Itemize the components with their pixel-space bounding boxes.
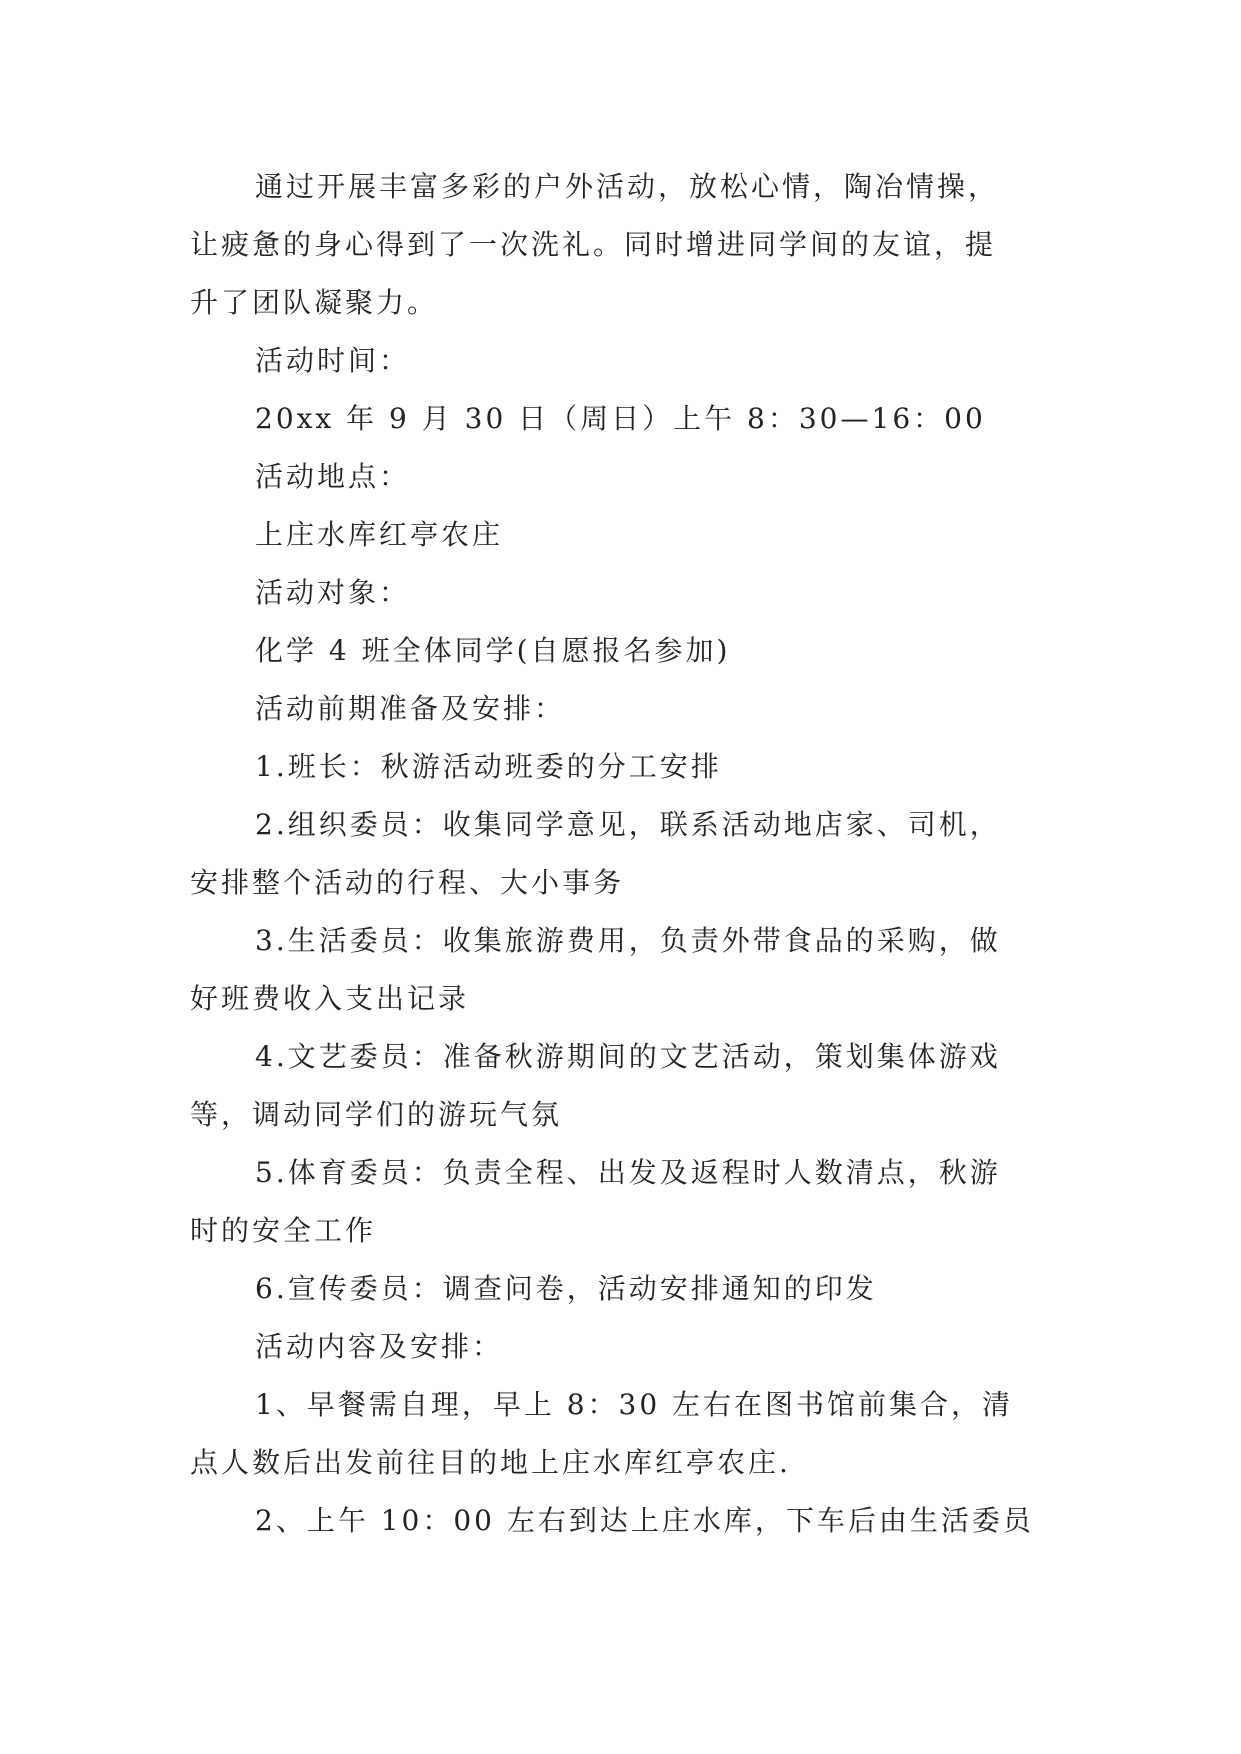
list-item: 3.生活委员：收集旅游费用，负责外带食品的采购，做 — [255, 924, 1001, 957]
section-heading-participants: 活动对象： — [255, 576, 411, 609]
list-item-continuation: 等，调动同学们的游玩气氛 — [190, 1098, 563, 1131]
list-item: 2、上午 10：00 左右到达上庄水库，下车后由生活委员 — [255, 1504, 1034, 1537]
section-heading-location: 活动地点： — [255, 460, 411, 493]
list-item-continuation: 安排整个活动的行程、大小事务 — [190, 866, 625, 899]
list-item: 1.班长：秋游活动班委的分工安排 — [255, 750, 722, 783]
list-item: 1、早餐需自理，早上 8：30 左右在图书馆前集合，清 — [255, 1388, 1014, 1421]
activity-location-value: 上庄水库红亭农庄 — [255, 518, 504, 551]
section-heading-content: 活动内容及安排： — [255, 1330, 504, 1363]
list-item: 5.体育委员：负责全程、出发及返程时人数清点，秋游 — [255, 1156, 1001, 1189]
activity-participants-value: 化学 4 班全体同学(自愿报名参加) — [255, 634, 731, 667]
list-item-continuation: 时的安全工作 — [190, 1214, 377, 1247]
list-item-continuation: 好班费收入支出记录 — [190, 982, 470, 1015]
paragraph-line: 升了团队凝聚力。 — [190, 286, 439, 319]
list-item: 2.组织委员：收集同学意见，联系活动地店家、司机， — [255, 808, 1001, 841]
paragraph-line: 通过开展丰富多彩的户外活动，放松心情，陶冶情操， — [255, 170, 1000, 203]
paragraph-line: 让疲惫的身心得到了一次洗礼。同时增进同学间的友谊，提 — [190, 228, 997, 261]
list-item: 6.宣传委员：调查问卷，活动安排通知的印发 — [255, 1272, 877, 1305]
document-body — [190, 158, 1060, 1550]
section-heading-time: 活动时间： — [255, 344, 411, 377]
activity-time-value: 20xx 年 9 月 30 日（周日）上午 8：30—16：00 — [255, 402, 986, 435]
section-heading-preparation: 活动前期准备及安排： — [255, 692, 566, 725]
list-item: 4.文艺委员：准备秋游期间的文艺活动，策划集体游戏 — [255, 1040, 1001, 1073]
list-item-continuation: 点人数后出发前往目的地上庄水库红亭农庄. — [190, 1446, 791, 1479]
